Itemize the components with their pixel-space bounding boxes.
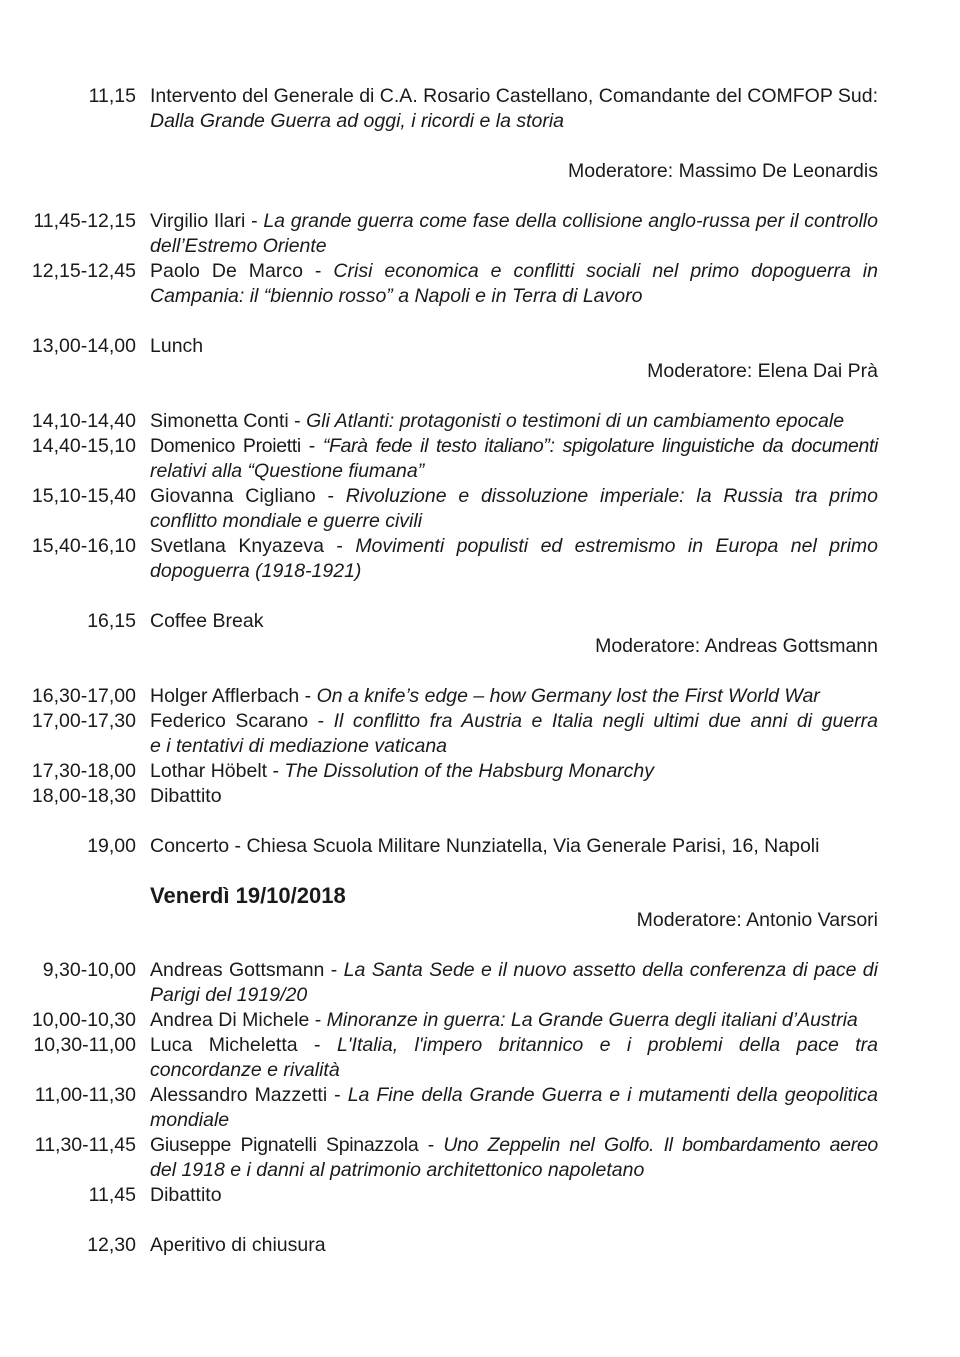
program-line bbox=[0, 434, 960, 459]
speaker-name: Federico Scarano - bbox=[150, 710, 334, 732]
speaker-name: Andrea Di Michele - bbox=[150, 1009, 327, 1031]
session-text bbox=[150, 1033, 878, 1058]
time-slot: 18,00-18,30 bbox=[31, 785, 136, 807]
talk-title: Uno Zeppelin nel Golfo. Il bombardamento aereo bbox=[443, 1134, 878, 1156]
time-slot: 11,30-11,45 bbox=[34, 1134, 136, 1156]
session-text: Intervento del Generale di C.A. Rosario Castellano, Comandante del COMFOP Sud: bbox=[150, 85, 879, 107]
talk-title: Dalla Grande Guerra ad oggi, i ricordi e la storia bbox=[150, 110, 565, 132]
speaker-name: Paolo De Marco - bbox=[150, 260, 334, 282]
speaker-name: Lothar Höbelt - bbox=[150, 760, 285, 782]
moderator-line bbox=[0, 159, 960, 184]
talk-title: Minoranze in guerra: La Grande Guerra degli italiani d’Austria bbox=[326, 1009, 858, 1031]
moderator: Moderatore: Elena Dai Prà bbox=[647, 360, 878, 382]
session-text bbox=[150, 234, 878, 259]
speaker-name: Andreas Gottsmann - bbox=[150, 959, 344, 981]
time-slot: 11,45-12,15 bbox=[33, 210, 136, 232]
talk-title: L'Italia, l'impero britannico e i problemi della pace tra bbox=[336, 1034, 878, 1056]
session-text bbox=[150, 1058, 878, 1083]
session-text bbox=[150, 684, 878, 709]
time-slot: 13,00-14,00 bbox=[31, 335, 136, 357]
talk-title: e i tentativi di mediazione vaticana bbox=[150, 735, 448, 757]
program-line bbox=[0, 958, 960, 983]
time-slot: 9,30-10,00 bbox=[42, 959, 136, 981]
program-line bbox=[0, 284, 960, 309]
time-slot: 15,40-16,10 bbox=[31, 535, 136, 557]
program-line bbox=[0, 259, 960, 284]
program-line bbox=[0, 983, 960, 1008]
talk-title: Crisi economica e conflitti sociali nel primo dopoguerra in bbox=[333, 260, 878, 282]
talk-title: Movimenti populisti ed estremismo in Europa nel primo bbox=[355, 535, 878, 557]
program-line bbox=[0, 559, 960, 584]
session-text: Dibattito bbox=[150, 785, 222, 807]
time-slot: 17,00-17,30 bbox=[31, 710, 136, 732]
time-slot: 16,30-17,00 bbox=[31, 685, 136, 707]
session-text bbox=[150, 484, 878, 509]
talk-title: Parigi del 1919/20 bbox=[150, 984, 308, 1006]
time-slot: 10,30-11,00 bbox=[33, 1034, 136, 1056]
session-text bbox=[150, 459, 878, 484]
program-line bbox=[0, 334, 960, 359]
time-slot: 17,30-18,00 bbox=[31, 760, 136, 782]
time-slot: 11,15 bbox=[88, 85, 136, 107]
program-line bbox=[0, 1158, 960, 1183]
speaker-name: Giuseppe Pignatelli Spinazzola - bbox=[150, 1134, 444, 1156]
program-line bbox=[0, 1108, 960, 1133]
session-text: Concerto - Chiesa Scuola Militare Nunziatella, Via Generale Parisi, 16, Napoli bbox=[150, 835, 820, 857]
talk-title: del 1918 e i danni al patrimonio architettonico napoletano bbox=[150, 1159, 645, 1181]
time-slot: 19,00 bbox=[87, 835, 136, 857]
program-line bbox=[0, 534, 960, 559]
session-text bbox=[150, 1133, 878, 1158]
program bbox=[0, 84, 960, 1258]
talk-title: La grande guerra come fase della collisione anglo-russa per il controllo bbox=[263, 210, 878, 232]
session-text bbox=[150, 259, 878, 284]
time-slot: 14,10-14,40 bbox=[31, 410, 136, 432]
program-line bbox=[0, 1008, 960, 1033]
talk-title: Campania: il “biennio rosso” a Napoli e in Terra di Lavoro bbox=[150, 285, 643, 307]
session-text bbox=[150, 709, 878, 734]
program-line bbox=[0, 459, 960, 484]
time-slot: 15,10-15,40 bbox=[31, 485, 136, 507]
speaker-name: Holger Afflerbach - bbox=[150, 685, 317, 707]
session-text bbox=[150, 1158, 878, 1183]
program-line bbox=[0, 1133, 960, 1158]
talk-title: La Santa Sede e il nuovo assetto della conferenza di pace di bbox=[343, 959, 878, 981]
speaker-name: Svetlana Knyazeva - bbox=[150, 535, 356, 557]
talk-title: The Dissolution of the Habsburg Monarchy bbox=[284, 760, 655, 782]
speaker-name: Alessandro Mazzetti - bbox=[150, 1084, 348, 1106]
program-line bbox=[0, 484, 960, 509]
day-heading bbox=[0, 883, 960, 908]
session-text bbox=[150, 409, 878, 434]
talk-title: On a knife’s edge – how Germany lost the First World War bbox=[316, 685, 820, 707]
program-line bbox=[0, 609, 960, 634]
session-text bbox=[150, 534, 878, 559]
moderator-line bbox=[0, 908, 960, 933]
session-text: Aperitivo di chiusura bbox=[150, 1234, 326, 1256]
session-text bbox=[150, 759, 878, 784]
program-line bbox=[0, 784, 960, 809]
time-slot: 12,15-12,45 bbox=[31, 260, 136, 282]
time-slot: 11,45 bbox=[88, 1184, 136, 1206]
session-text bbox=[150, 983, 878, 1008]
program-line bbox=[0, 684, 960, 709]
program-line bbox=[0, 84, 960, 109]
program-line bbox=[0, 209, 960, 234]
program-line bbox=[0, 709, 960, 734]
session-text bbox=[150, 1108, 878, 1133]
moderator: Moderatore: Andreas Gottsmann bbox=[595, 635, 878, 657]
moderator: Moderatore: Antonio Varsori bbox=[636, 909, 878, 931]
time-slot: 10,00-10,30 bbox=[31, 1009, 136, 1031]
speaker-name: Virgilio Ilari - bbox=[150, 210, 264, 232]
moderator-line bbox=[0, 634, 960, 659]
talk-title: relativi alla “Questione fiumana” bbox=[150, 460, 425, 482]
session-text bbox=[150, 1083, 878, 1108]
speaker-name: Luca Micheletta - bbox=[150, 1034, 337, 1056]
talk-title: mondiale bbox=[150, 1109, 230, 1131]
talk-title: dell’Estremo Oriente bbox=[150, 235, 327, 257]
program-line bbox=[0, 1183, 960, 1208]
moderator: Moderatore: Massimo De Leonardis bbox=[568, 160, 878, 182]
session-text: Dibattito bbox=[150, 1184, 222, 1206]
day-title: Venerdì 19/10/2018 bbox=[150, 883, 346, 908]
session-text bbox=[150, 284, 878, 309]
speaker-name: Simonetta Conti - bbox=[150, 410, 307, 432]
program-line bbox=[0, 834, 960, 859]
program-line bbox=[0, 234, 960, 259]
session-text bbox=[150, 109, 878, 134]
program-line bbox=[0, 409, 960, 434]
speaker-name: Giovanna Cigliano - bbox=[150, 485, 346, 507]
session-text: Lunch bbox=[150, 335, 204, 357]
session-text bbox=[150, 734, 878, 759]
time-slot: 11,00-11,30 bbox=[34, 1084, 136, 1106]
program-line bbox=[0, 734, 960, 759]
time-slot: 16,15 bbox=[87, 610, 136, 632]
talk-title: La Fine della Grande Guerra e i mutamenti della geopolitica bbox=[347, 1084, 878, 1106]
time-slot: 12,30 bbox=[87, 1234, 136, 1256]
program-line bbox=[0, 759, 960, 784]
talk-title: “Farà fede il testo italiano”: spigolature linguistiche da documenti bbox=[322, 435, 878, 457]
session-text bbox=[150, 434, 878, 459]
program-line bbox=[0, 1083, 960, 1108]
talk-title: Gli Atlanti: protagonisti o testimoni di un cambiamento epocale bbox=[306, 410, 845, 432]
speaker-name: Domenico Proietti - bbox=[150, 435, 323, 457]
session-text bbox=[150, 509, 878, 534]
talk-title: dopoguerra (1918-1921) bbox=[150, 560, 362, 582]
program-line bbox=[0, 509, 960, 534]
session-text: Coffee Break bbox=[150, 610, 264, 632]
program-line bbox=[0, 1058, 960, 1083]
session-text bbox=[150, 958, 878, 983]
talk-title: concordanze e rivalità bbox=[150, 1059, 340, 1081]
moderator-line bbox=[0, 359, 960, 384]
talk-title: Il conflitto fra Austria e Italia negli ultimi due anni di guerra bbox=[333, 710, 878, 732]
session-text bbox=[150, 209, 878, 234]
talk-title: Rivoluzione e dissoluzione imperiale: la Russia tra primo bbox=[345, 485, 878, 507]
talk-title: conflitto mondiale e guerre civili bbox=[150, 510, 423, 532]
program-line bbox=[0, 1033, 960, 1058]
session-text bbox=[150, 559, 878, 584]
program-line bbox=[0, 1233, 960, 1258]
session-text bbox=[150, 1008, 878, 1033]
time-slot: 14,40-15,10 bbox=[31, 435, 136, 457]
program-line bbox=[0, 109, 960, 134]
